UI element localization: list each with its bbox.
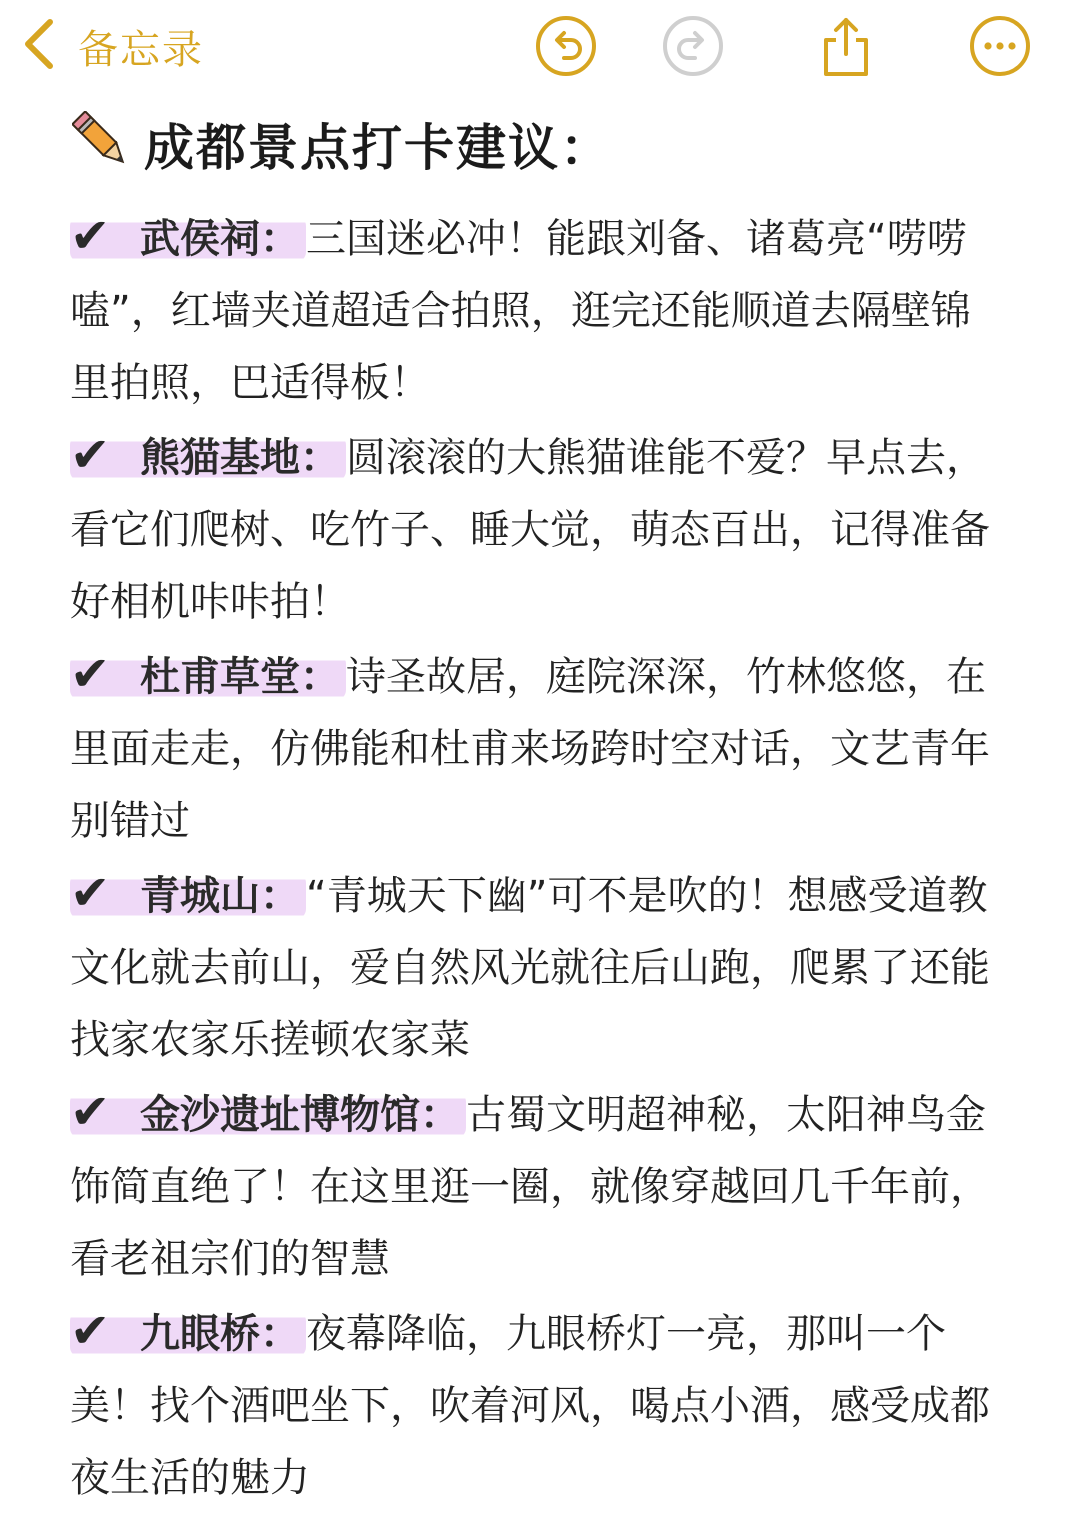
note-entry: [70, 419, 1010, 638]
pencil-icon: [72, 111, 138, 177]
checkmark-icon: ✔: [70, 208, 111, 264]
more-button[interactable]: [968, 14, 1032, 78]
separator: ：: [260, 873, 300, 919]
highlight-mark: [70, 1303, 306, 1359]
chevron-left-icon: [18, 16, 62, 76]
place-name: 熊猫基地: [140, 435, 300, 481]
separator: ：: [420, 1092, 460, 1138]
note-title-row: [72, 108, 612, 180]
note-entry: [70, 1295, 1010, 1514]
highlight-mark: [70, 865, 306, 921]
place-name: 青城山: [140, 873, 260, 919]
checkmark-icon: ✔: [70, 427, 111, 483]
share-icon: [814, 63, 878, 82]
back-label: 备忘录: [78, 26, 204, 73]
highlight-mark: [70, 427, 346, 483]
place-name: 金沙遗址博物馆: [140, 1092, 420, 1138]
place-description: “青城天下幽”可不是吹的！想感受道教文化就去前山，爱自然风光就往后山跑，爬累了还能找家农家乐搓顿农家菜: [70, 873, 990, 1063]
share-button[interactable]: [814, 14, 878, 78]
checkmark-icon: ✔: [70, 865, 111, 921]
checkmark-icon: ✔: [70, 1084, 111, 1140]
place-description: 诗圣故居，庭院深深，竹林悠悠，在里面走走，仿佛能和杜甫来场跨时空对话，文艺青年别错过: [70, 654, 990, 844]
checkmark-icon: ✔: [70, 646, 111, 702]
separator: ：: [300, 435, 340, 481]
separator: ：: [260, 1311, 300, 1357]
highlight-mark: [70, 1084, 466, 1140]
place-description: 古蜀文明超神秘，太阳神鸟金饰简直绝了！在这里逛一圈，就像穿越回几千年前，看老祖宗们的智慧: [70, 1092, 990, 1282]
redo-icon: [661, 63, 725, 82]
separator: ：: [260, 216, 300, 262]
notes-toolbar: [0, 0, 1080, 100]
note-body[interactable]: [70, 200, 1010, 1514]
place-description: 三国迷必冲！能跟刘备、诸葛亮“唠唠嗑”，红墙夹道超适合拍照，逛完还能顺道去隔壁锦里拍照，巴适得板！: [70, 216, 971, 406]
undo-button[interactable]: [534, 14, 598, 78]
place-description: 夜幕降临，九眼桥灯一亮，那叫一个美！找个酒吧坐下，吹着河风，喝点小酒，感受成都夜生活的魅力: [70, 1311, 990, 1501]
note-entry: [70, 200, 1010, 419]
place-name: 九眼桥: [140, 1311, 260, 1357]
highlight-mark: [70, 208, 306, 264]
separator: ：: [300, 654, 340, 700]
redo-button[interactable]: [661, 14, 725, 78]
checkmark-icon: ✔: [70, 1303, 111, 1359]
place-name: 杜甫草堂: [140, 654, 300, 700]
note-title: 成都景点打卡建议：: [144, 119, 612, 177]
undo-icon: [534, 63, 598, 82]
more-icon: [968, 63, 1032, 82]
highlight-mark: [70, 646, 346, 702]
note-entry: [70, 1076, 1010, 1295]
place-name: 武侯祠: [140, 216, 260, 262]
note-entry: [70, 638, 1010, 857]
note-entry: [70, 857, 1010, 1076]
back-button[interactable]: [18, 16, 204, 76]
place-description: 圆滚滚的大熊猫谁能不爱？早点去，看它们爬树、吃竹子、睡大觉，萌态百出，记得准备好相机咔咔拍！: [70, 435, 990, 625]
